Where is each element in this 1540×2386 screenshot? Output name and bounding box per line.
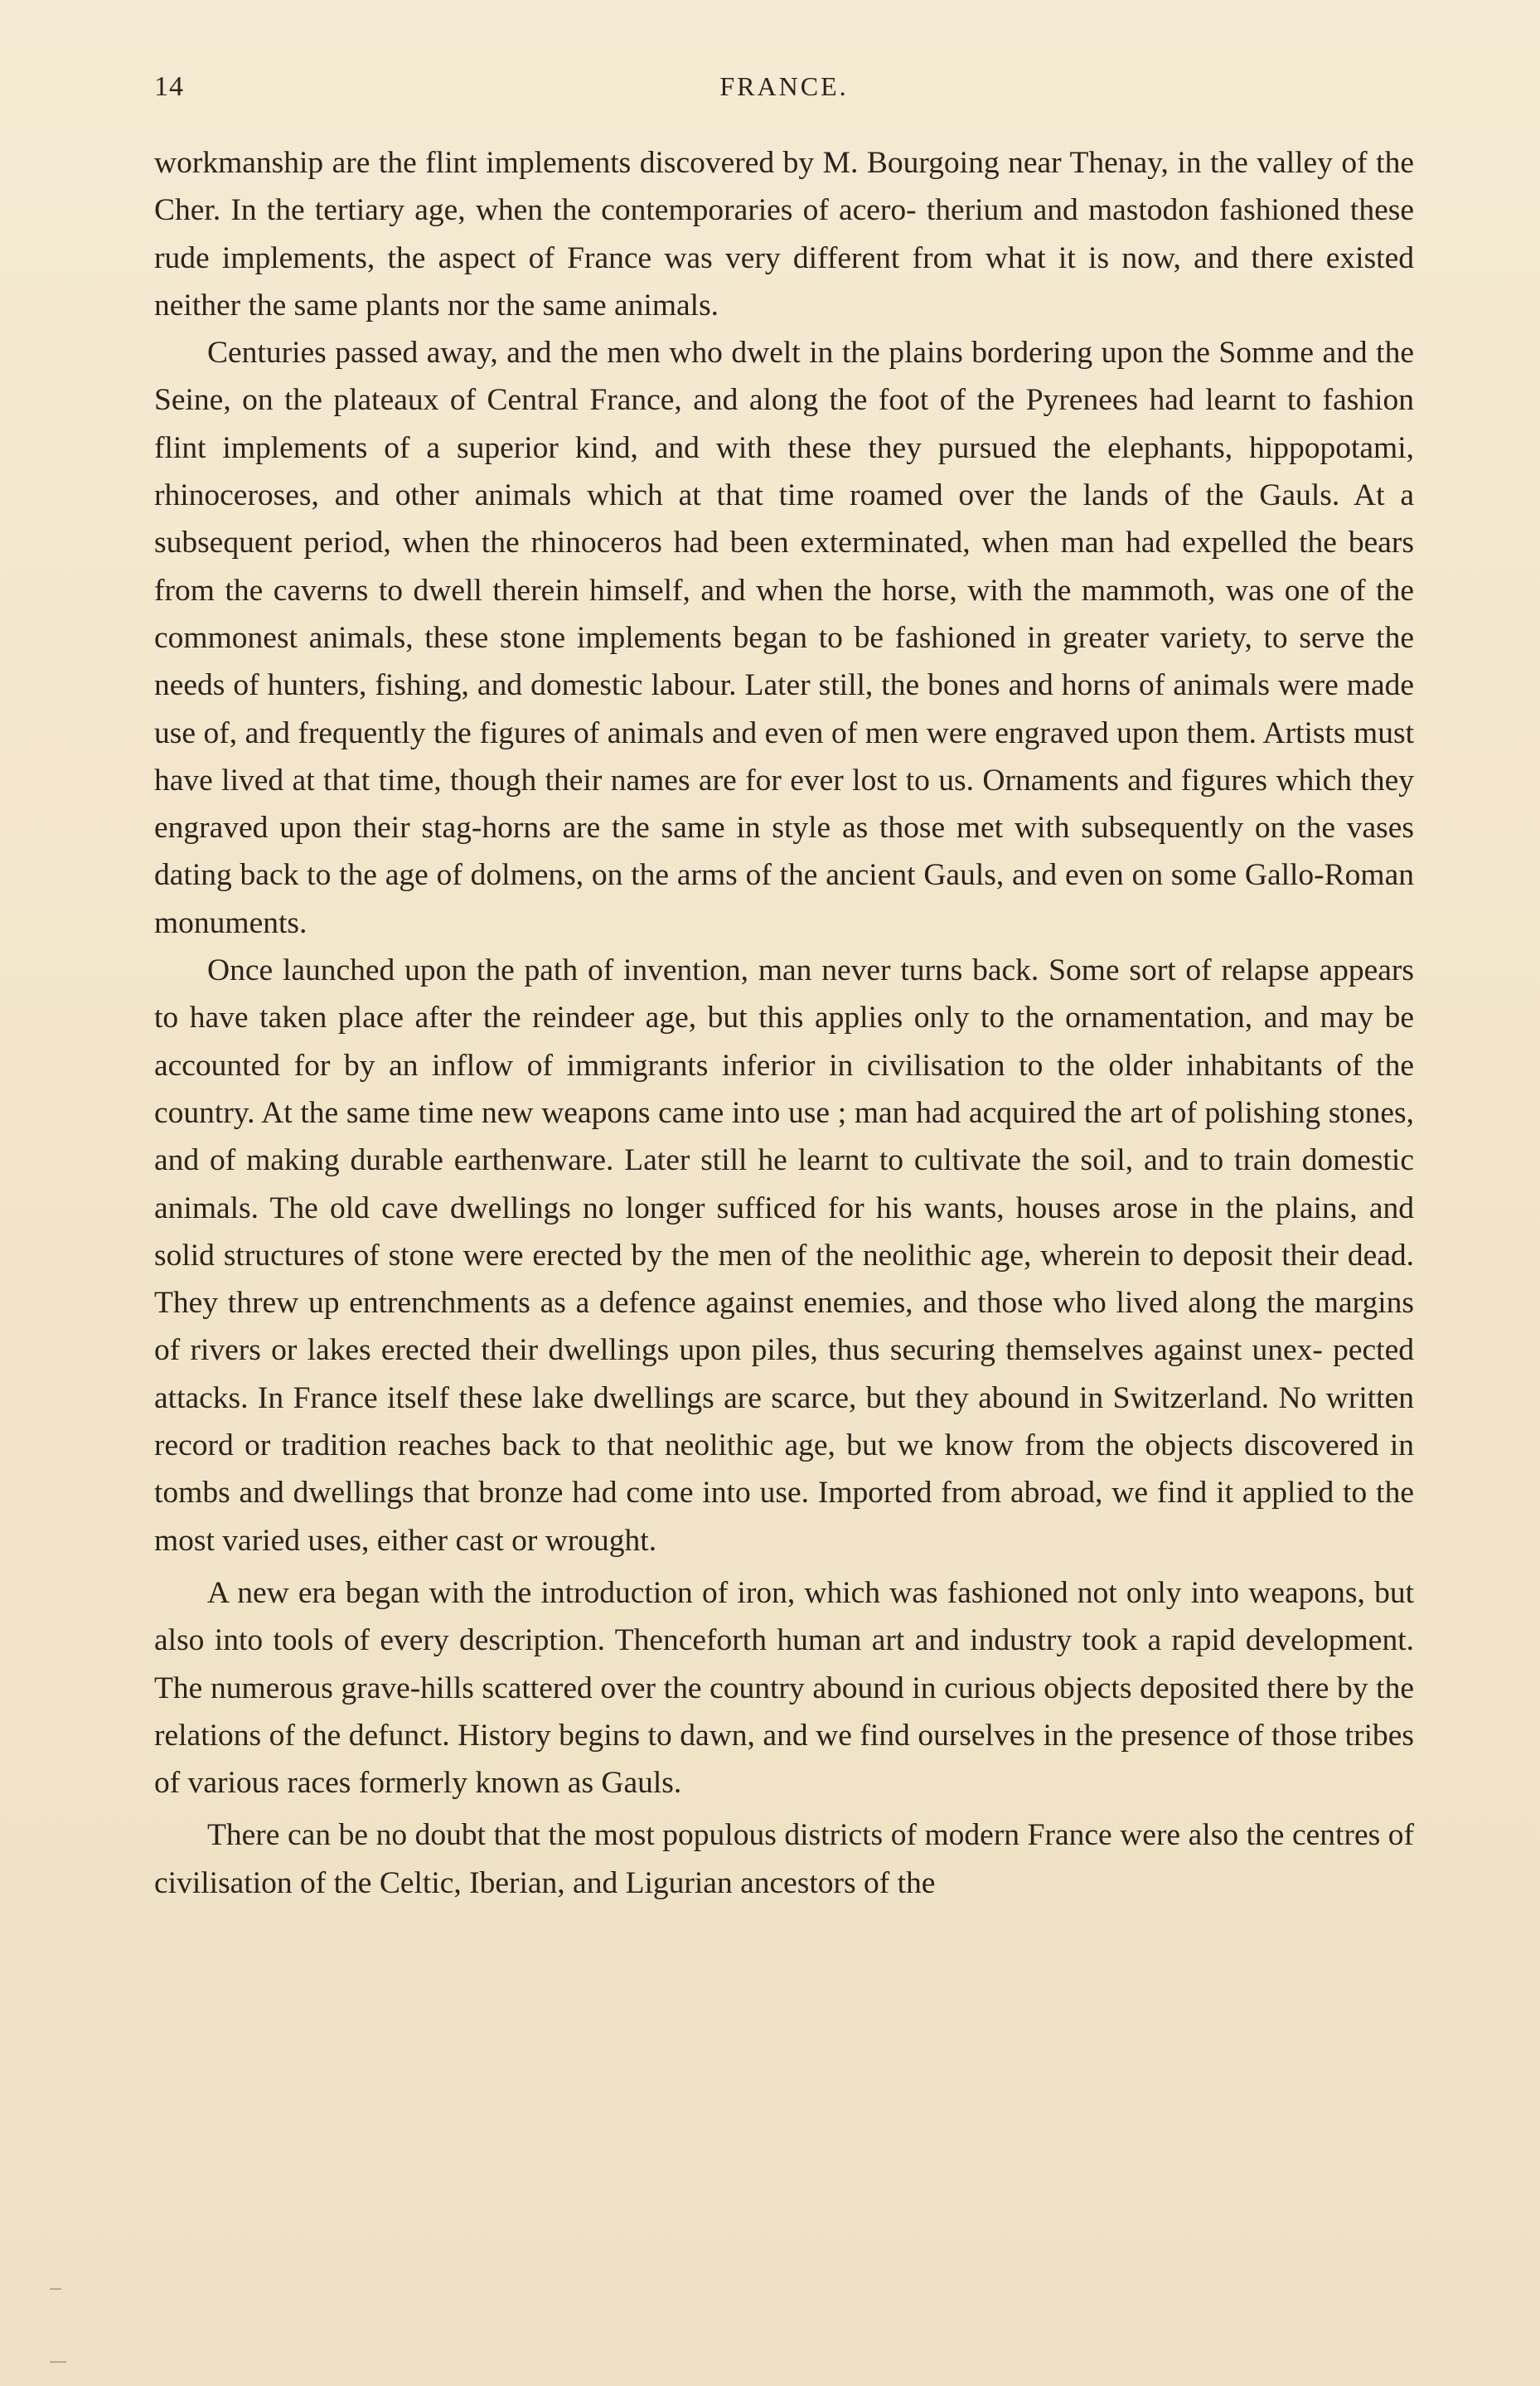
margin-mark [50, 2361, 66, 2363]
paragraph-populous-districts: There can be no doubt that the most populous districts of modern France were also the centres of civilisation of the Celtic, Iberian, and Ligurian ancestors of the [154, 1818, 1414, 1900]
paragraph-iron-age: A new era began with the introduction of iron, which was fashioned not only into weapons, but also into tools of every description. Thenceforth human art and industry took a rapid development. The numerous grave-hills scattered over the country abound in curious objects deposited there by the relations of the defunct. History begins to dawn, and we find ourselves in the presence of those tribes of various races formerly known as Gauls. [154, 1575, 1414, 1801]
page-number: 14 [154, 71, 184, 102]
body-text [154, 139, 1414, 1907]
margin-mark [50, 2288, 61, 2290]
paragraph-invention: Once launched upon the path of invention, man never turns back. Some sort of relapse appears to have taken place after the reindeer age, but this applies only to the ornamentation, and may be accounted for by an inflow of immigrants inferior in civilisation to the older inhabitants of the country. At the same time new weapons came into use ; man had acquired the art of polishing stones, and of making durable earthenware. Later still he learnt to cultivate the soil, and to train domestic animals. The old cave dwellings no longer sufficed for his wants, houses arose in the plains, and solid structures of stone were erected by the men of the neolithic age, wherein to deposit their dead. They threw up entrenchments as a defence against enemies, and those who lived along the margins of rivers or lakes erected their dwellings upon piles, thus securing themselves against unex- pected attacks. In France itself these lake dwellings are scarce, but they abound in Switzerland. No written record or tradition reaches back to that neolithic age, but we know from the objects discovered in tombs and dwellings that bronze had come into use. Imported from abroad, we find it applied to the most varied uses, either cast or wrought. [154, 953, 1414, 1558]
paragraph-centuries: Centuries passed away, and the men who dwelt in the plains bordering upon the Somme and the Seine, on the plateaux of Central France, and along the foot of the Pyrenees had learnt to fashion flint implements of a superior kind, and with these they pursued the elephants, hippopotami, rhinoceroses, and other animals which at that time roamed over the lands of the Gauls. At a subsequent period, when the rhinoceros had been exterminated, when man had expelled the bears from the caverns to dwell therein himself, and when the horse, with the mammoth, was one of the commonest animals, these stone implements began to be fashioned in greater variety, to serve the needs of hunters, fishing, and domestic labour. Later still, the bones and horns of animals were made use of, and frequently the figures of animals and even of men were engraved upon them. Artists must have lived at that time, though their names are for ever lost to us. Ornaments and figures which they engraved upon their stag-horns are the same in style as those met with subsequently on the vases dating back to the age of dolmens, on the arms of the ancient Gauls, and even on some Gallo-Roman monuments. [154, 336, 1414, 940]
running-title: FRANCE. [719, 71, 849, 101]
paragraph-continued: workmanship are the flint implements discovered by M. Bourgoing near Thenay, in the valley of the Cher. In the tertiary age, when the contemporaries of acero- therium and mastodon fashioned these rude implements, the aspect of France was very different from what it is now, and there existed neither the same plants nor the same animals. [154, 146, 1414, 322]
page-header [154, 71, 1414, 113]
